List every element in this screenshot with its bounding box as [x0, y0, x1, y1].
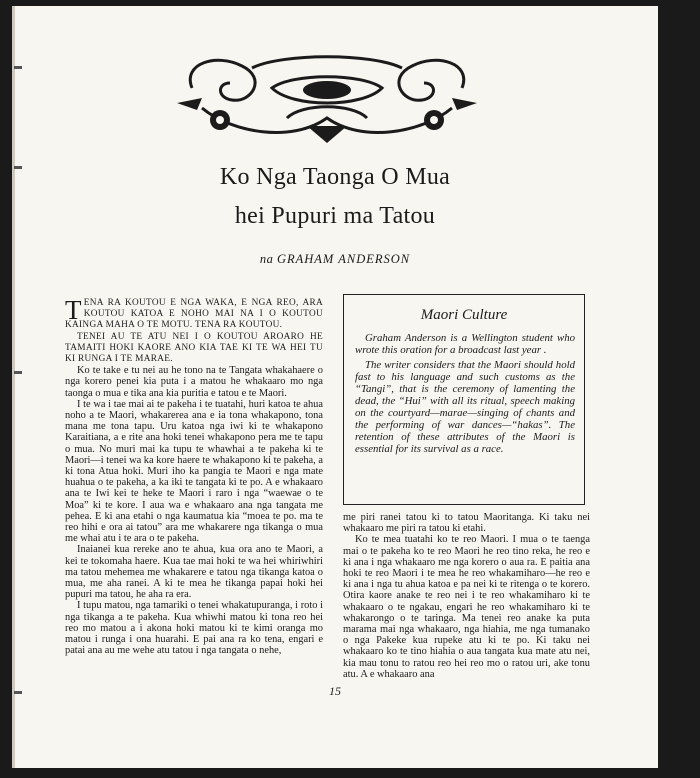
- left-column: [65, 295, 323, 657]
- binding-marks: [14, 66, 22, 706]
- intro-text: ENA RA KOUTOU E NGA WAKA, E NGA REO, ARA KOUTOU KATOA E NOHO MAI NA I O KOUTOU KAINGA MAHA O TE MOTU. TENA RA KOUTOU.: [65, 298, 323, 331]
- drop-cap: T: [65, 295, 82, 325]
- right-column: [343, 512, 590, 680]
- body-paragraph: I tupu matou, nga tamariki o tenei whakatupuranga, i roto i nga tikanga a te pakeha. Kua whiwhi matou ki tona reo hei reo mo matou a i akona hoki matou ki te kimi oranga mo matou i runga i ona huarahi. E pai ana ra ko tena, engari e patai ana au me wehe atu tatou i nga tangata o nehe,: [65, 600, 323, 657]
- binding-mark: [14, 371, 22, 374]
- article-title-line-1: Ko Nga Taonga O Mua: [219, 164, 451, 190]
- byline: [12, 252, 658, 267]
- byline-prefix: na: [259, 252, 274, 266]
- sidebar-paragraph: Graham Anderson is a Wellington student who wrote this oration for a broadcast last year .: [355, 332, 575, 356]
- body-paragraph: Inaianei kua rereke ano te ahua, kua ora ano te Maori, a kei te tokomaha haere. Kua tae mai hoki te wa hei whiriwhiri ma tatou mehemea me whakarere e tatou nga tikanga katoa o mua, me aha ranei. A ki te mea he tikanga papai hoki hei pupuri ma tatou, he aha ra era.: [65, 544, 323, 601]
- intro-paragraph-2: TENEI AU TE ATU NEI I O KOUTOU AROARO HE TAMAITI HOKI KAORE ANO KIA TAE KI TE WA HEI TU KI RUNGA I TE MARAE.: [65, 331, 323, 365]
- body-paragraph: I te wa i tae mai ai te pakeha i te tuatahi, huri katoa te ahua noho a te Maori, whakarerea ana e ia tona whakapono, tona mana me tona tapu. Uru katoa nga iwi ki te whakapono Karaitiana, a e rite ana hoki tenei whakapono pera me te tapu o mua. No muri mai ka tupu te whawhai a te pakeha ki te Maori—i tenei wa ka kore haere te whakapono ki te pakeha, a ki tona Atua hoki. Muri iho ka pangia te Maori e nga mate huahua o te pakeha, a ka iki te tangata ki te po. A e whakaaro ana te Iwi kei te heke te Maori i raro i nga “waewae o te Moa” ki te kore. I aua wa e whakaaro ana nga tangata me pehea. E ki ana etahi o nga kaumatua kia “moea te po. ma te reo hihi e ora ai tatou” ara me whakarere nga tikanga o mua me whai atu i te ara o te pakeha.: [65, 398, 323, 545]
- body-paragraph: me piri ranei tatou ki to tatou Maoritanga. Ki taku nei whakaaro me piri ra tatou ki etahi.: [343, 512, 590, 535]
- body-paragraph: Ko te mea tuatahi ko te reo Maori. I mua o te taenga mai o te pakeha ko te reo Maori he reo tino reka, he reo e ki ana i nga whakaaro me nga korero o aua ra. E paitia ana hoki te reo Maori i te mea he reo whakamiharo—he reo e ki ana i nga tu ahua katoa e pa nei ki te ritenga o te korero. Otira kaore anake te reo nei i te reo whakamiharo ki te whakaaro o te ngakau, engari he reo whakamiharo ki te whakarongo o te taringa. Ma tenei reo anake ka puta marama mai nga whakaaro, nga hiahia, me nga tumanako o nga Pakeke kua rupeke atu ki te po. Ki taku nei whakaaro ko te tino hiahia o aua tangata kua mate atu nei, kia mau tonu to ratou reo hei reo mo o ratou uri, ake tonu atu. A e whakaaro ana: [343, 534, 590, 680]
- sidebar-title: Maori Culture: [420, 307, 508, 323]
- page-number: 15: [329, 684, 341, 698]
- magazine-page: [12, 6, 658, 768]
- sidebar-paragraph: The writer considers that the Maori should hold fast to his language and such customs as the “Tangi”, that is the ceremony of lamenting the dead, the “Hui” with all its ritual, speech making on the courtyard—marae—singing of chants and the performing of war dances—“hakas”. The retention of these attributes of the Maori is essential for its survival as a race.: [355, 359, 575, 455]
- body-paragraph: Ko te take e tu nei au he tono na te Tangata whakahaere o nga korero penei kia puta i a matou he whakaaro mo nga taonga o mua e tika ana kia puritia e tatou e te Maori.: [65, 365, 323, 399]
- byline-author: GRAHAM ANDERSON: [276, 252, 411, 266]
- maori-carving-ornament-icon: [172, 48, 482, 148]
- intro-paragraph: [65, 295, 323, 332]
- binding-mark: [14, 66, 22, 69]
- article-title-line-2: hei Pupuri ma Tatou: [234, 203, 436, 229]
- sidebar-body: [355, 332, 575, 458]
- sidebar-box: [343, 294, 585, 505]
